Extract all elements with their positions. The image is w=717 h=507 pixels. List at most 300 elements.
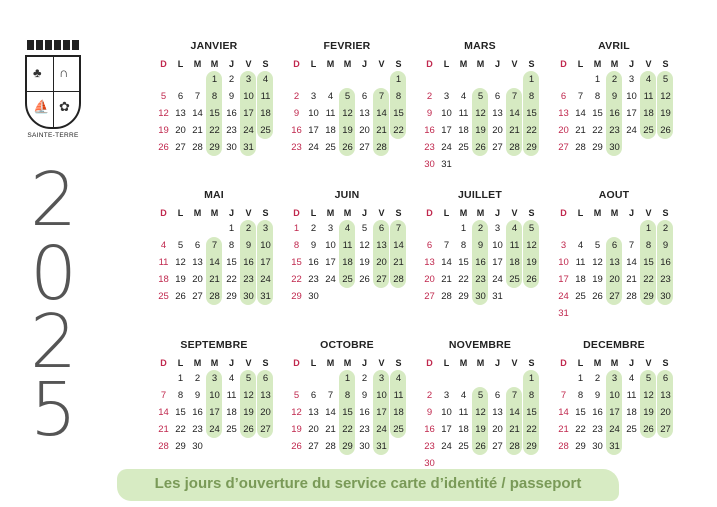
day-cell: 30 — [424, 159, 435, 170]
empty-cell — [506, 455, 523, 472]
day-cell: 19 — [243, 407, 254, 418]
day-cell: 14 — [393, 240, 404, 251]
empty-cell — [322, 370, 339, 387]
weekday-label: L — [443, 59, 450, 69]
day-cell: 15 — [342, 407, 353, 418]
day-cell: 1 — [460, 223, 467, 234]
day-cell: 10 — [441, 407, 452, 418]
day-cell: 7 — [327, 390, 334, 401]
day-cell: 16 — [475, 257, 486, 268]
day-cell: 31 — [260, 291, 271, 302]
day-cell: 19 — [592, 274, 603, 285]
day-cell: 7 — [443, 240, 450, 251]
day-cell: 30 — [192, 441, 203, 452]
day-cell: 17 — [308, 125, 319, 136]
day-cell: 9 — [594, 390, 601, 401]
day-cell: 17 — [325, 257, 336, 268]
day-cell: 7 — [378, 91, 385, 102]
day-cell: 28 — [209, 291, 220, 302]
shield-icon — [25, 55, 81, 129]
day-cell: 30 — [475, 291, 486, 302]
weekday-label: L — [443, 208, 450, 218]
day-cell: 26 — [592, 291, 603, 302]
day-cell: 9 — [662, 240, 669, 251]
day-cell: 29 — [209, 142, 220, 153]
day-cell: 21 — [158, 424, 169, 435]
day-cell: 23 — [226, 125, 237, 136]
day-cell: 14 — [325, 407, 336, 418]
day-cell: 29 — [575, 441, 586, 452]
empty-cell — [555, 71, 572, 88]
legend-text: Les jours d’ouverture du service carte d’identité / passeport — [154, 475, 582, 492]
day-cell: 19 — [342, 125, 353, 136]
day-cell: 11 — [575, 257, 586, 268]
day-cell: 27 — [492, 142, 503, 153]
day-cell: 22 — [643, 274, 654, 285]
day-cell: 2 — [310, 223, 317, 234]
month-name: DECEMBRE — [583, 339, 645, 351]
day-cell: 20 — [492, 125, 503, 136]
day-cell: 26 — [643, 424, 654, 435]
day-cell: 27 — [192, 291, 203, 302]
day-cell: 12 — [158, 108, 169, 119]
day-cell: 18 — [342, 257, 353, 268]
day-cell: 4 — [327, 91, 334, 102]
empty-cell — [657, 305, 674, 322]
day-cell: 15 — [393, 108, 404, 119]
day-cell: 2 — [662, 223, 669, 234]
day-cell: 25 — [458, 142, 469, 153]
day-cell: 21 — [441, 274, 452, 285]
day-cell: 25 — [458, 441, 469, 452]
day-cell: 3 — [262, 223, 269, 234]
day-cell: 28 — [325, 441, 336, 452]
day-cell: 4 — [645, 74, 652, 85]
horseshoe-icon: ∩ — [59, 65, 69, 80]
month-juin — [288, 189, 406, 305]
empty-cell — [455, 455, 472, 472]
month-mai — [155, 189, 273, 305]
weekday-label: L — [310, 208, 317, 218]
month-name: MAI — [204, 189, 224, 201]
day-cell: 9 — [611, 91, 618, 102]
day-cell: 30 — [424, 458, 435, 469]
day-cell: 6 — [560, 91, 567, 102]
day-cell: 30 — [308, 291, 319, 302]
day-cell: 28 — [509, 441, 520, 452]
empty-cell — [472, 71, 489, 88]
month-grid — [155, 356, 273, 455]
day-cell: 30 — [359, 441, 370, 452]
day-cell: 3 — [378, 373, 385, 384]
day-cell: 28 — [376, 142, 387, 153]
year-digit-1: 2 — [30, 157, 78, 243]
day-cell: 9 — [293, 108, 300, 119]
day-cell: 10 — [308, 108, 319, 119]
day-cell: 5 — [344, 91, 351, 102]
day-cell: 27 — [558, 142, 569, 153]
day-cell: 17 — [260, 257, 271, 268]
weekday-label: J — [361, 59, 367, 69]
day-cell: 5 — [177, 240, 184, 251]
weekday-label: S — [262, 358, 269, 368]
day-cell: 20 — [376, 257, 387, 268]
day-cell: 10 — [441, 108, 452, 119]
day-cell: 14 — [575, 108, 586, 119]
weekday-label: L — [310, 59, 317, 69]
day-cell: 16 — [592, 407, 603, 418]
day-cell: 22 — [592, 125, 603, 136]
weekday-label: S — [395, 358, 402, 368]
day-cell: 6 — [494, 390, 501, 401]
day-cell: 15 — [458, 257, 469, 268]
month-grid — [555, 206, 673, 322]
weekday-label: M — [343, 208, 352, 218]
weekday-label: V — [645, 208, 652, 218]
town-crest — [18, 40, 88, 139]
day-cell: 5 — [477, 390, 484, 401]
day-cell: 20 — [609, 274, 620, 285]
weekday-label: L — [177, 59, 184, 69]
month-decembre — [555, 339, 673, 455]
day-cell: 3 — [494, 223, 501, 234]
empty-cell — [506, 71, 523, 88]
empty-cell — [322, 71, 339, 88]
day-cell: 12 — [475, 108, 486, 119]
empty-cell — [373, 288, 390, 305]
empty-cell — [523, 288, 540, 305]
month-grid — [555, 356, 673, 455]
day-cell: 25 — [626, 424, 637, 435]
day-cell: 6 — [426, 240, 433, 251]
day-cell: 1 — [395, 74, 402, 85]
day-cell: 12 — [526, 240, 537, 251]
weekday-label: M — [343, 358, 352, 368]
empty-cell — [589, 220, 606, 237]
day-cell: 2 — [611, 74, 618, 85]
day-cell: 15 — [526, 108, 537, 119]
empty-cell — [322, 288, 339, 305]
day-cell: 17 — [558, 274, 569, 285]
empty-cell — [506, 156, 523, 173]
empty-cell — [189, 71, 206, 88]
empty-cell — [455, 71, 472, 88]
day-cell: 27 — [376, 274, 387, 285]
weekday-label: L — [177, 208, 184, 218]
day-cell: 29 — [175, 441, 186, 452]
day-cell: 13 — [192, 257, 203, 268]
day-cell: 18 — [158, 274, 169, 285]
empty-cell — [421, 220, 438, 237]
day-cell: 20 — [308, 424, 319, 435]
boat-icon: ⛵ — [33, 99, 50, 114]
month-grid — [155, 57, 273, 156]
day-cell: 20 — [424, 274, 435, 285]
day-cell: 2 — [594, 373, 601, 384]
day-cell: 5 — [662, 74, 669, 85]
day-cell: 20 — [192, 274, 203, 285]
day-cell: 24 — [609, 424, 620, 435]
day-cell: 23 — [592, 424, 603, 435]
day-cell: 16 — [660, 257, 671, 268]
day-cell: 25 — [342, 274, 353, 285]
day-cell: 8 — [645, 240, 652, 251]
day-cell: 31 — [243, 142, 254, 153]
day-cell: 1 — [645, 223, 652, 234]
day-cell: 24 — [626, 125, 637, 136]
day-cell: 14 — [509, 108, 520, 119]
day-cell: 2 — [228, 74, 235, 85]
empty-cell — [489, 156, 506, 173]
empty-cell — [489, 71, 506, 88]
month-name: AOUT — [598, 189, 630, 201]
weekday-label: M — [326, 358, 335, 368]
month-grid — [421, 356, 539, 472]
day-cell: 15 — [175, 407, 186, 418]
day-cell: 12 — [243, 390, 254, 401]
day-cell: 27 — [308, 441, 319, 452]
weekday-label: J — [228, 358, 234, 368]
day-cell: 8 — [177, 390, 184, 401]
day-cell: 12 — [643, 390, 654, 401]
day-cell: 2 — [426, 91, 433, 102]
day-cell: 29 — [342, 441, 353, 452]
empty-cell — [506, 370, 523, 387]
day-cell: 17 — [441, 125, 452, 136]
weekday-label: M — [343, 59, 352, 69]
day-cell: 3 — [310, 91, 317, 102]
day-cell: 6 — [177, 91, 184, 102]
day-cell: 8 — [344, 390, 351, 401]
empty-cell — [606, 305, 623, 322]
empty-cell — [472, 455, 489, 472]
day-cell: 2 — [477, 223, 484, 234]
day-cell: 14 — [558, 407, 569, 418]
day-cell: 7 — [211, 240, 218, 251]
day-cell: 20 — [359, 125, 370, 136]
day-cell: 31 — [441, 159, 452, 170]
empty-cell — [523, 455, 540, 472]
day-cell: 31 — [376, 441, 387, 452]
day-cell: 4 — [262, 74, 269, 85]
day-cell: 3 — [611, 373, 618, 384]
day-cell: 4 — [577, 240, 584, 251]
empty-cell — [155, 370, 172, 387]
day-cell: 11 — [342, 240, 353, 251]
weekday-label: J — [494, 59, 500, 69]
weekday-label: D — [160, 59, 167, 69]
month-grid — [421, 57, 539, 173]
empty-cell — [438, 71, 455, 88]
empty-cell — [572, 71, 589, 88]
day-cell: 27 — [660, 424, 671, 435]
day-cell: 19 — [526, 257, 537, 268]
day-cell: 21 — [558, 424, 569, 435]
day-cell: 19 — [643, 407, 654, 418]
day-cell: 14 — [376, 108, 387, 119]
day-cell: 21 — [393, 257, 404, 268]
day-cell: 11 — [325, 108, 336, 119]
day-cell: 17 — [609, 407, 620, 418]
empty-cell — [506, 288, 523, 305]
day-cell: 26 — [175, 291, 186, 302]
day-cell: 23 — [424, 142, 435, 153]
day-cell: 18 — [458, 424, 469, 435]
weekday-label: V — [245, 358, 252, 368]
day-cell: 21 — [325, 424, 336, 435]
day-cell: 3 — [443, 91, 450, 102]
day-cell: 23 — [475, 274, 486, 285]
day-cell: 28 — [158, 441, 169, 452]
day-cell: 22 — [291, 274, 302, 285]
weekday-label: S — [528, 208, 535, 218]
day-cell: 13 — [660, 390, 671, 401]
weekday-label: M — [193, 59, 202, 69]
day-cell: 8 — [577, 390, 584, 401]
day-cell: 19 — [158, 125, 169, 136]
day-cell: 24 — [308, 142, 319, 153]
weekday-label: V — [378, 59, 385, 69]
day-cell: 18 — [226, 407, 237, 418]
day-cell: 19 — [291, 424, 302, 435]
day-cell: 5 — [293, 390, 300, 401]
empty-cell — [489, 455, 506, 472]
day-cell: 7 — [560, 390, 567, 401]
empty-cell — [240, 438, 257, 455]
month-grid — [288, 206, 406, 305]
day-cell: 6 — [194, 240, 201, 251]
empty-cell — [373, 71, 390, 88]
empty-cell — [623, 438, 640, 455]
weekday-label: M — [593, 208, 602, 218]
day-cell: 15 — [226, 257, 237, 268]
weekday-label: L — [577, 208, 584, 218]
day-cell: 23 — [291, 142, 302, 153]
day-cell: 11 — [393, 390, 404, 401]
weekday-label: S — [262, 59, 269, 69]
day-cell: 2 — [426, 390, 433, 401]
weekday-label: J — [628, 358, 634, 368]
empty-cell — [390, 288, 407, 305]
weekday-label: D — [293, 59, 300, 69]
day-cell: 7 — [511, 91, 518, 102]
day-cell: 8 — [211, 91, 218, 102]
weekday-label: L — [310, 358, 317, 368]
month-name: NOVEMBRE — [448, 339, 512, 351]
weekday-label: M — [210, 358, 219, 368]
empty-cell — [339, 71, 356, 88]
day-cell: 1 — [293, 223, 300, 234]
empty-cell — [623, 220, 640, 237]
day-cell: 21 — [575, 125, 586, 136]
day-cell: 10 — [558, 257, 569, 268]
day-cell: 16 — [609, 108, 620, 119]
day-cell: 13 — [308, 407, 319, 418]
month-mars — [421, 40, 539, 173]
empty-cell — [155, 71, 172, 88]
empty-cell — [305, 71, 322, 88]
day-cell: 16 — [226, 108, 237, 119]
day-cell: 16 — [424, 125, 435, 136]
day-cell: 10 — [325, 240, 336, 251]
month-juillet — [421, 189, 539, 305]
empty-cell — [455, 156, 472, 173]
weekday-label: S — [528, 59, 535, 69]
day-cell: 11 — [260, 91, 271, 102]
day-cell: 29 — [643, 291, 654, 302]
day-cell: 13 — [175, 108, 186, 119]
day-cell: 10 — [209, 390, 220, 401]
day-cell: 23 — [308, 274, 319, 285]
day-cell: 10 — [260, 240, 271, 251]
day-cell: 14 — [509, 407, 520, 418]
day-cell: 11 — [458, 108, 469, 119]
day-cell: 4 — [228, 373, 235, 384]
day-cell: 25 — [393, 424, 404, 435]
empty-cell — [455, 370, 472, 387]
weekday-label: S — [662, 59, 669, 69]
day-cell: 25 — [260, 125, 271, 136]
day-cell: 31 — [558, 308, 569, 319]
day-cell: 28 — [393, 274, 404, 285]
weekday-label: M — [476, 208, 485, 218]
day-cell: 1 — [211, 74, 218, 85]
day-cell: 5 — [594, 240, 601, 251]
day-cell: 8 — [528, 91, 535, 102]
day-cell: 30 — [592, 441, 603, 452]
empty-cell — [257, 438, 274, 455]
day-cell: 16 — [359, 407, 370, 418]
day-cell: 21 — [192, 125, 203, 136]
day-cell: 30 — [609, 142, 620, 153]
day-cell: 6 — [662, 373, 669, 384]
day-cell: 31 — [609, 441, 620, 452]
weekday-label: V — [645, 358, 652, 368]
day-cell: 23 — [424, 441, 435, 452]
empty-cell — [523, 156, 540, 173]
weekday-label: D — [293, 208, 300, 218]
day-cell: 27 — [175, 142, 186, 153]
day-cell: 4 — [395, 373, 402, 384]
day-cell: 29 — [291, 291, 302, 302]
empty-cell — [172, 220, 189, 237]
day-cell: 4 — [511, 223, 518, 234]
day-cell: 11 — [458, 407, 469, 418]
day-cell: 14 — [626, 257, 637, 268]
day-cell: 15 — [643, 257, 654, 268]
empty-cell — [640, 438, 657, 455]
month-name: OCTOBRE — [320, 339, 374, 351]
month-grid — [155, 206, 273, 305]
day-cell: 9 — [245, 240, 252, 251]
day-cell: 13 — [376, 240, 387, 251]
day-cell: 12 — [592, 257, 603, 268]
day-cell: 22 — [393, 125, 404, 136]
legend-banner — [117, 469, 619, 501]
weekday-label: M — [459, 59, 468, 69]
weekday-label: M — [210, 59, 219, 69]
weekday-label: J — [628, 59, 634, 69]
weekday-label: D — [160, 208, 167, 218]
day-cell: 7 — [194, 91, 201, 102]
empty-cell — [657, 139, 674, 156]
empty-cell — [305, 370, 322, 387]
empty-cell — [390, 438, 407, 455]
day-cell: 3 — [245, 74, 252, 85]
day-cell: 18 — [458, 125, 469, 136]
day-cell: 7 — [628, 240, 635, 251]
day-cell: 22 — [226, 274, 237, 285]
